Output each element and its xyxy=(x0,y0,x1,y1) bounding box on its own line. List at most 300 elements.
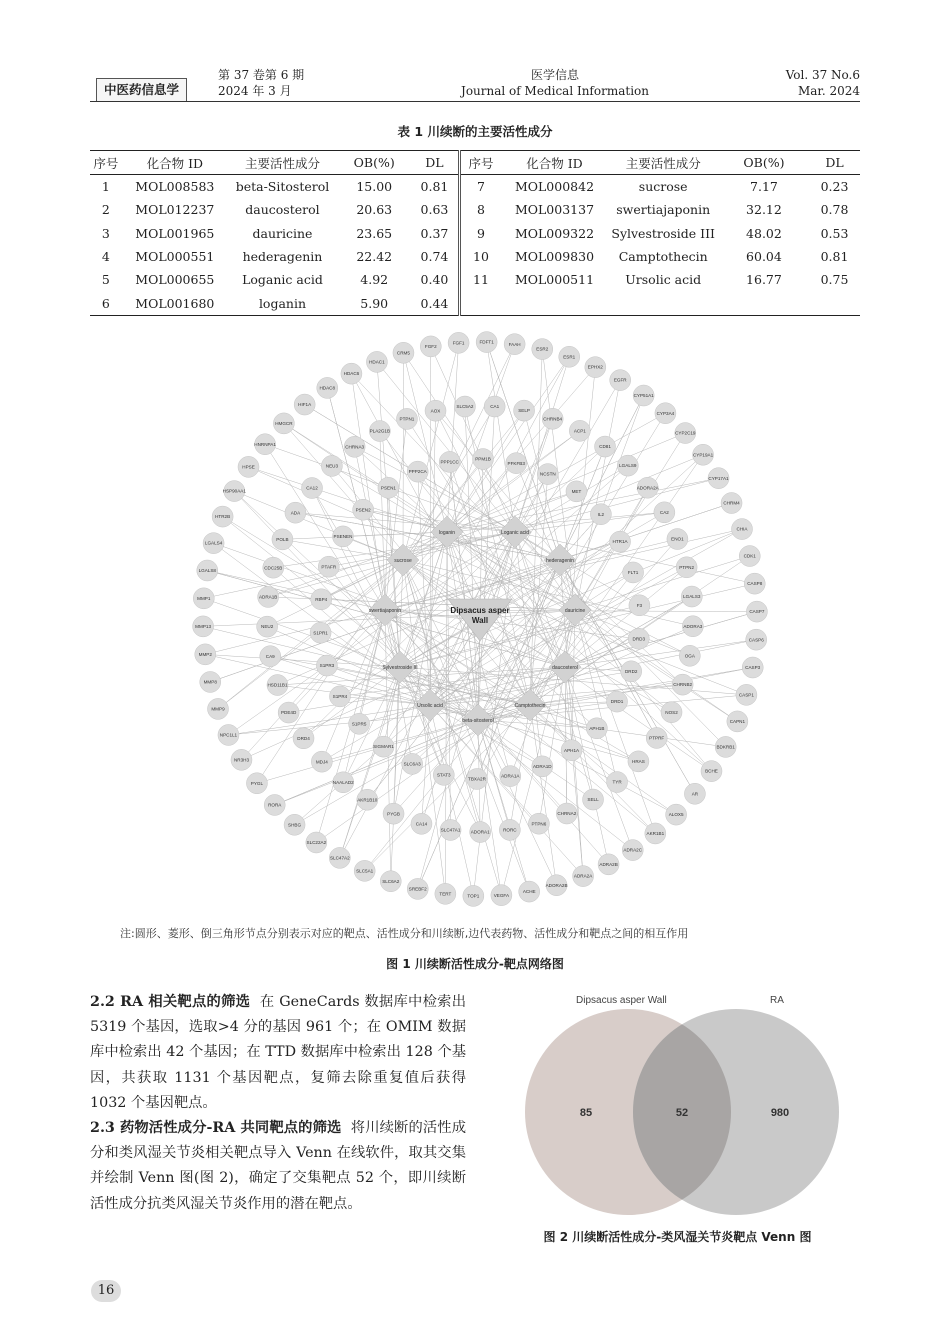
target-node xyxy=(285,502,306,523)
target-label: SREBF2 xyxy=(408,886,427,892)
target-label: EPHX2 xyxy=(587,364,603,370)
target-node xyxy=(466,768,487,789)
target-node xyxy=(672,674,693,695)
table-cell: 5.90 xyxy=(337,291,411,315)
table-cell: 2 xyxy=(101,202,110,218)
target-node xyxy=(586,718,607,739)
target-label: MMP8 xyxy=(203,679,217,685)
target-node xyxy=(598,854,619,875)
table-row xyxy=(90,175,860,199)
target-label: LGALS9 xyxy=(619,463,637,469)
target-label: ADRA2B xyxy=(599,861,618,867)
compound-label: daucosterol xyxy=(552,664,578,671)
target-node xyxy=(439,451,460,472)
target-node xyxy=(742,657,763,678)
compound-label: loganin xyxy=(438,529,456,536)
target-node xyxy=(661,702,682,723)
target-label: SLC5A2 xyxy=(456,404,474,410)
target-node xyxy=(746,629,767,650)
target-label: LGALS4 xyxy=(204,540,223,546)
table-row xyxy=(90,245,860,268)
table-cell: 3 xyxy=(101,225,110,241)
target-label: CRM5 xyxy=(396,350,410,356)
target-label: ADRA2A xyxy=(573,873,593,879)
target-node xyxy=(546,875,568,896)
target-node xyxy=(519,881,540,902)
table1-header-cell: 主要活性成分 xyxy=(608,151,719,175)
journal-name xyxy=(445,67,665,99)
target-label: TERT xyxy=(439,891,452,897)
target-node xyxy=(622,840,643,861)
center-label-line1: Dipsacus asper xyxy=(450,606,510,615)
target-node xyxy=(499,819,520,840)
target-node xyxy=(701,761,722,782)
target-node xyxy=(329,847,350,868)
target-node xyxy=(197,560,218,581)
compound-label: Loganic acid xyxy=(500,529,530,536)
target-node xyxy=(628,751,649,772)
target-label: DRD4 xyxy=(297,735,310,741)
target-label: HSP90AA1 xyxy=(222,488,246,494)
target-node xyxy=(746,601,767,622)
table-cell xyxy=(719,291,809,315)
table-cell: Loganic acid xyxy=(242,272,323,288)
target-label: NAALAD2 xyxy=(332,779,354,785)
target-node xyxy=(246,773,267,794)
venn-diagram xyxy=(518,990,840,1220)
table-cell: 0.81 xyxy=(820,249,849,265)
target-node xyxy=(448,332,469,353)
header-rule xyxy=(90,101,860,102)
target-label: ADORA3 xyxy=(683,623,703,629)
table-cell: 0.23 xyxy=(820,179,849,195)
target-node xyxy=(311,751,332,772)
table-cell: hederagenin xyxy=(242,249,323,265)
compound-node xyxy=(549,651,581,683)
target-label: HRAS xyxy=(632,758,645,764)
target-node xyxy=(731,519,752,540)
target-label: PFKFB3 xyxy=(507,460,525,466)
target-node xyxy=(727,711,748,732)
table1-header-cell: 序号 xyxy=(459,151,501,175)
target-label: CASP6 xyxy=(748,637,764,643)
target-label: PPP2CA xyxy=(408,469,427,475)
table-row xyxy=(90,291,860,315)
target-node xyxy=(583,789,604,810)
network-edge xyxy=(565,667,609,864)
table-cell: MOL012237 xyxy=(135,202,215,218)
target-label: ADORA1 xyxy=(470,829,490,835)
target-node xyxy=(693,444,714,465)
heading-2-2: 2.2 RA 相关靶点的筛选 xyxy=(90,994,251,1010)
figure1-caption: 图 1 川续断活性成分-靶点网络图 xyxy=(386,957,564,971)
target-node xyxy=(231,749,252,770)
target-label: RBP4 xyxy=(315,596,328,602)
target-label: CHRNB2 xyxy=(673,682,693,688)
target-node xyxy=(317,377,338,398)
target-node xyxy=(294,394,315,415)
table1-header-cell: DL xyxy=(809,151,860,175)
table-cell: 60.04 xyxy=(746,249,782,265)
target-node xyxy=(633,385,654,406)
network-edge xyxy=(487,342,515,532)
target-node xyxy=(736,684,757,705)
target-label: S1PR5 xyxy=(351,721,367,727)
target-label: S1PR1 xyxy=(313,630,328,636)
table-cell: 11 xyxy=(473,272,489,288)
table-cell: 7.17 xyxy=(750,179,778,195)
target-node xyxy=(623,562,644,583)
target-label: BDKRB1 xyxy=(716,744,735,750)
table1-header-cell: DL xyxy=(411,151,459,175)
target-node xyxy=(654,502,675,523)
target-node xyxy=(278,702,299,723)
target-node xyxy=(500,766,521,787)
target-label: ADRA1B xyxy=(258,594,278,600)
target-label: FAAH xyxy=(508,341,521,347)
network-edge xyxy=(575,610,737,721)
network-edge xyxy=(560,447,605,560)
target-node xyxy=(532,339,553,360)
target-node xyxy=(628,628,649,649)
network-edge xyxy=(560,560,657,738)
target-label: SLC47A1 xyxy=(440,827,461,833)
journal-cn: 医学信息 xyxy=(530,68,579,82)
target-node xyxy=(708,468,729,489)
target-node xyxy=(621,661,642,682)
target-node xyxy=(396,408,417,429)
table1-title: 表 1 川续断的主要活性成分 xyxy=(397,124,553,139)
target-node xyxy=(425,400,446,421)
target-label: PTPN1 xyxy=(399,416,415,422)
target-node xyxy=(407,461,428,482)
table-cell: Camptothecin xyxy=(618,249,708,265)
target-label: CHRNA2 xyxy=(557,811,577,817)
target-node xyxy=(537,464,558,485)
target-label: CYP3A4 xyxy=(656,410,675,416)
body-text xyxy=(90,990,466,1217)
target-node xyxy=(316,655,337,676)
table-cell: 6 xyxy=(90,291,122,315)
target-label: CHRNB4 xyxy=(543,416,563,422)
target-node xyxy=(681,586,702,607)
target-node xyxy=(473,449,494,470)
target-node xyxy=(332,526,353,547)
network-edge xyxy=(515,532,542,766)
target-label: SLC22A2 xyxy=(306,840,327,846)
target-node xyxy=(566,481,587,502)
target-node xyxy=(310,622,331,643)
target-label: ADORA2A xyxy=(636,485,659,491)
target-label: MET xyxy=(571,488,582,494)
target-label: CA14 xyxy=(415,821,428,827)
target-node xyxy=(470,821,491,842)
target-node xyxy=(200,671,221,692)
target-label: HTR2B xyxy=(215,514,231,520)
target-label: CYP2C19 xyxy=(675,430,696,436)
target-label: CASP3 xyxy=(745,665,761,671)
target-node xyxy=(629,595,650,616)
target-label: TBXA2R xyxy=(468,776,486,782)
target-label: F3 xyxy=(636,602,643,608)
target-node xyxy=(556,803,577,824)
target-label: PTPRF xyxy=(649,735,665,741)
table-cell: 1 xyxy=(101,179,110,195)
target-node xyxy=(373,736,394,757)
target-node xyxy=(267,675,288,696)
target-label: ESR2 xyxy=(536,346,549,352)
heading-2-3: 2.3 药物活性成分-RA 共同靶点的筛选 xyxy=(90,1120,342,1137)
target-node xyxy=(666,804,687,825)
target-node xyxy=(272,529,293,550)
target-label: MMP9 xyxy=(211,706,225,712)
table-cell: 48.02 xyxy=(746,225,782,241)
target-node xyxy=(341,363,362,384)
text-2-3: 将川续断的活性成分和类风湿关节炎相关靶点导入 Venn 在线软件，取其交集并绘制 Venn 图(图 2)，确定了交集靶点 52 个，即川续断活性成分抗类风湿关节炎作用的潜在靶点。 xyxy=(90,1120,467,1212)
target-label: ADRA1D xyxy=(532,763,552,769)
venn-left-label: Dipsacus asper Wall xyxy=(576,995,667,1006)
issue-info xyxy=(218,67,304,99)
target-label: ENO1 xyxy=(671,536,684,542)
target-node xyxy=(646,727,667,748)
target-label: SLC5A1 xyxy=(356,868,374,874)
target-node xyxy=(679,645,700,666)
target-label: MMP1 xyxy=(197,595,211,601)
network-edge xyxy=(207,570,385,610)
target-node xyxy=(607,772,628,793)
target-label: CA9 xyxy=(265,653,275,659)
table-cell: MOL009830 xyxy=(514,249,595,265)
target-label: CA1 xyxy=(490,404,500,410)
target-label: CA2 xyxy=(659,509,669,515)
target-node xyxy=(585,357,606,378)
target-label: HDAC1 xyxy=(369,359,385,365)
paragraph-2-3 xyxy=(90,1116,466,1217)
target-label: ADRA2C xyxy=(623,847,643,853)
table1-header-cell: 化合物 ID xyxy=(501,151,607,175)
target-label: HSD11B1 xyxy=(267,682,288,688)
table1-header-cell: OB(%) xyxy=(719,151,809,175)
table1-header-row xyxy=(90,151,860,175)
network-edge xyxy=(359,610,385,724)
network-edge xyxy=(430,685,683,705)
target-label: PTAFR xyxy=(321,564,337,570)
target-label: MMP2 xyxy=(198,651,212,657)
network-edge xyxy=(430,705,473,896)
target-node xyxy=(573,866,594,887)
table-cell xyxy=(809,291,860,315)
target-node xyxy=(349,713,370,734)
target-node xyxy=(333,772,354,793)
compound-label: swertiajaponin xyxy=(369,607,401,614)
text-2-2: 在 GeneCards 数据库中检索出 5319 个基因，选取>4 分的基因 961 个；在 OMIM 数据库中检索出 42 个基因；在 TTD 数据库中检索出 128 个基因，共获取 1131 个基因靶点，复筛去除重复值后获得 1032 个基因靶点。 xyxy=(90,994,467,1111)
target-node xyxy=(476,332,497,353)
target-node xyxy=(684,783,705,804)
target-label: PYGB xyxy=(387,811,400,817)
network-edge xyxy=(403,353,447,532)
target-label: NPC1L1 xyxy=(219,732,238,738)
vol-en: Vol. 37 No.6 xyxy=(785,68,860,82)
target-label: NR3H3 xyxy=(233,757,250,763)
target-node xyxy=(212,506,233,527)
table-cell: 0.74 xyxy=(411,245,459,268)
target-label: CASP7 xyxy=(749,609,765,615)
target-node xyxy=(610,531,631,552)
target-node xyxy=(504,334,525,355)
target-node xyxy=(435,883,456,904)
table1-header-cell: 主要活性成分 xyxy=(228,151,337,175)
target-label: AOX xyxy=(430,408,441,414)
target-label: ADA xyxy=(290,510,301,516)
target-label: PTPN2 xyxy=(679,564,695,570)
target-label: FDFT1 xyxy=(479,339,494,345)
table-cell: 9 xyxy=(477,225,485,241)
table-cell xyxy=(608,291,719,315)
target-node xyxy=(260,646,281,667)
table-cell: MOL000511 xyxy=(514,272,595,288)
target-node xyxy=(569,420,590,441)
table-cell: 10 xyxy=(473,249,489,265)
target-node xyxy=(238,456,259,477)
target-node xyxy=(318,556,339,577)
target-label: CA12 xyxy=(306,485,318,491)
target-node xyxy=(542,408,563,429)
target-label: DRD3 xyxy=(632,636,646,642)
table-cell: 15.00 xyxy=(356,179,393,195)
target-label: APH1A xyxy=(564,747,580,753)
target-node xyxy=(380,871,401,892)
target-label: ALOX5 xyxy=(668,812,684,818)
target-label: CYP17A1 xyxy=(708,475,729,481)
target-node xyxy=(344,436,365,457)
target-label: CYP19A1 xyxy=(692,452,714,458)
target-node xyxy=(284,814,305,835)
target-label: SLC6A3 xyxy=(403,761,421,767)
target-label: CHRNA3 xyxy=(345,444,365,450)
target-label: PSEN2 xyxy=(355,507,371,513)
target-node xyxy=(411,813,432,834)
table-cell: 0.37 xyxy=(411,222,459,245)
target-label: HDAC6 xyxy=(343,371,360,377)
target-node xyxy=(561,740,582,761)
target-label: NEU3 xyxy=(325,463,339,469)
target-node xyxy=(402,753,423,774)
table-cell: 0.78 xyxy=(820,202,849,218)
target-node xyxy=(218,724,239,745)
compound-label: sucrose xyxy=(394,557,412,564)
target-label: HNRNPA1 xyxy=(254,441,276,447)
table-row xyxy=(90,268,860,291)
target-label: DRD1 xyxy=(610,699,624,705)
target-node xyxy=(676,557,697,578)
target-label: BCHE xyxy=(705,768,718,774)
target-label: DRD2 xyxy=(624,668,638,674)
target-label: SELL xyxy=(587,797,599,803)
target-node xyxy=(637,477,660,498)
target-node xyxy=(258,586,279,607)
table-cell: MOL000551 xyxy=(135,249,215,265)
target-label: CYP51A1 xyxy=(633,393,654,399)
target-label: FGF1 xyxy=(452,340,465,346)
target-node xyxy=(715,736,736,757)
target-node xyxy=(463,885,484,906)
target-label: ACHE xyxy=(522,889,536,895)
network-edge xyxy=(530,349,542,705)
target-label: CHRM4 xyxy=(723,500,740,506)
target-node xyxy=(193,616,214,637)
target-node xyxy=(311,589,332,610)
target-label: HPSE xyxy=(242,464,255,470)
target-label: CASP8 xyxy=(747,581,763,587)
target-label: VEGFA xyxy=(493,892,510,898)
journal-en: Journal of Medical Information xyxy=(461,84,649,98)
target-label: ACP1 xyxy=(573,428,586,434)
compound-label: hederagenin xyxy=(546,557,574,564)
table-cell: MOL000842 xyxy=(514,179,595,195)
target-node xyxy=(353,499,374,520)
target-node xyxy=(223,481,247,502)
target-label: PPP1CC xyxy=(440,459,459,465)
table1 xyxy=(90,150,860,316)
table-cell: 5 xyxy=(101,272,110,288)
target-node xyxy=(357,789,378,810)
target-node xyxy=(744,573,765,594)
table-cell: 0.81 xyxy=(411,175,459,199)
target-node xyxy=(682,616,703,637)
target-node xyxy=(193,588,214,609)
table-cell: daucosterol xyxy=(245,202,320,218)
target-node xyxy=(254,434,276,455)
table-cell: MOL003137 xyxy=(514,202,595,218)
target-node xyxy=(273,413,294,434)
target-node xyxy=(667,529,688,550)
date-cn: 2024 年 3 月 xyxy=(218,84,292,98)
target-node xyxy=(420,336,441,357)
target-label: HTR1A xyxy=(612,539,628,545)
target-label: PPM1B xyxy=(475,456,491,462)
target-node xyxy=(378,477,399,498)
target-label: HIF1A xyxy=(298,402,312,408)
compound-label: dauricine xyxy=(564,607,586,614)
table1-header-cell: 序号 xyxy=(90,151,122,175)
target-label: CDC25B xyxy=(264,565,283,571)
network-edge xyxy=(480,619,530,705)
target-node xyxy=(407,878,428,899)
target-node xyxy=(721,493,742,514)
target-node xyxy=(369,421,390,442)
network-edge xyxy=(205,610,385,654)
target-node xyxy=(264,794,285,815)
target-label: PTPN6 xyxy=(531,821,547,827)
target-node xyxy=(293,728,314,749)
target-label: CASP1 xyxy=(738,692,754,698)
target-label: CD81 xyxy=(599,444,611,450)
target-label: SLC47A2 xyxy=(329,855,350,861)
target-label: PYGL xyxy=(250,780,264,786)
table-cell: 0.75 xyxy=(820,272,849,288)
table-cell: 0.63 xyxy=(411,198,459,221)
table-row xyxy=(90,222,860,245)
table-cell: beta-Sitosterol xyxy=(235,179,330,195)
target-label: CHIA xyxy=(736,526,748,532)
target-label: ADORA2B xyxy=(545,882,568,888)
target-node xyxy=(433,764,454,785)
table-cell: 0.40 xyxy=(411,268,459,291)
target-label: NOS2 xyxy=(665,709,678,715)
target-node xyxy=(366,351,387,372)
target-label: SHBG xyxy=(288,822,302,828)
target-label: HDAC8 xyxy=(319,385,336,391)
